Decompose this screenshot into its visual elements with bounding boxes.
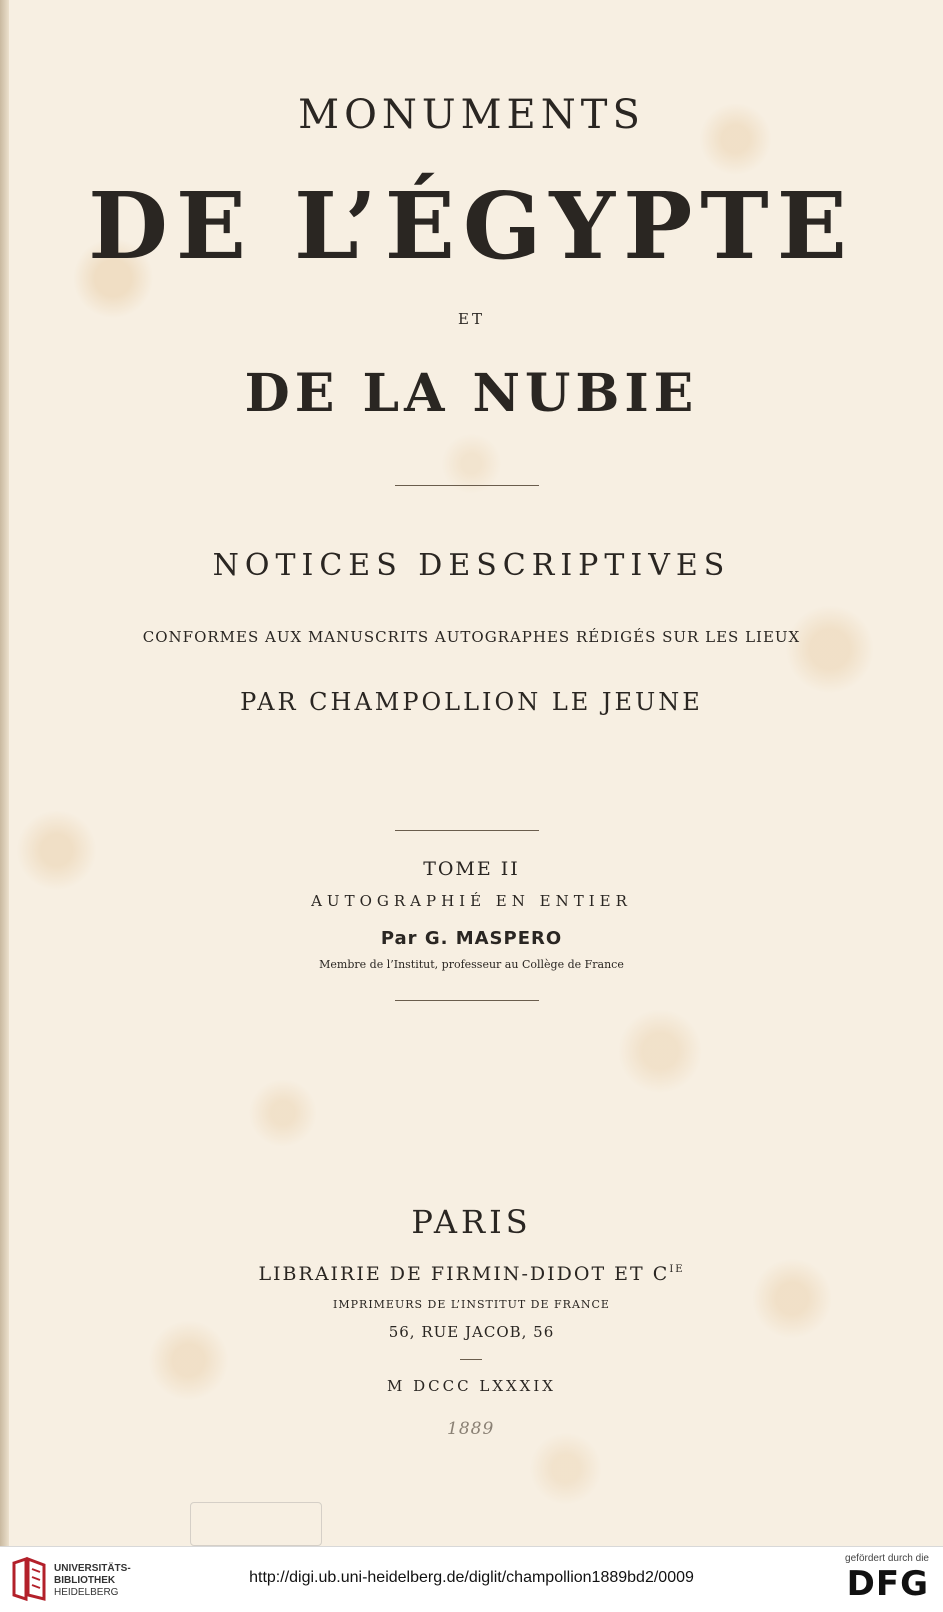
printers-line: IMPRIMEURS DE L’INSTITUT DE FRANCE — [333, 1298, 610, 1311]
publisher-name: LIBRAIRIE DE FIRMIN-DIDOT ET C — [258, 1263, 670, 1285]
short-divider — [460, 1359, 482, 1360]
publication-city: PARIS — [411, 1203, 532, 1241]
divider-rule — [395, 1000, 539, 1001]
title-conjunction: ET — [458, 310, 485, 328]
publication-year: M DCCC LXXXIX — [387, 1377, 556, 1395]
divider-rule — [395, 830, 539, 831]
autographie-line: AUTOGRAPHIÉ EN ENTIER — [311, 892, 632, 910]
publisher-line — [0, 1263, 943, 1285]
permalink-url[interactable]: http://digi.ub.uni-heidelberg.de/diglit/champollion1889bd2/0009 — [249, 1569, 694, 1586]
publisher-superscript: IE — [669, 1264, 685, 1275]
title-line-nubie: DE LA NUBIE — [244, 363, 699, 424]
viewer-footer — [0, 1546, 943, 1612]
title-line-monuments: MONUMENTS — [298, 92, 645, 138]
subtitle-description: CONFORMES AUX MANUSCRITS AUTOGRAPHES RÉDIGÉS SUR LES LIEUX — [142, 628, 801, 646]
volume-label: TOME II — [423, 858, 520, 880]
handwritten-year-note: 1889 — [447, 1419, 495, 1439]
library-name-line-2: BIBLIOTHEK — [54, 1575, 116, 1586]
faded-library-stamp — [190, 1502, 322, 1546]
author-line: PAR CHAMPOLLION LE JEUNE — [240, 688, 703, 716]
library-name-line-3: HEIDELBERG — [54, 1587, 119, 1598]
funding-label: gefördert durch die — [845, 1553, 929, 1564]
subtitle: NOTICES DESCRIPTIVES — [212, 548, 731, 583]
dfg-logo: DFG — [846, 1564, 929, 1604]
address-line: 56, RUE JACOB, 56 — [388, 1323, 555, 1341]
editor-line: Par G. MASPERO — [380, 928, 563, 949]
library-name-line-1: UNIVERSITÄTS- — [54, 1563, 131, 1574]
divider-rule — [395, 485, 539, 486]
editor-role: Membre de l’Institut, professeur au Collège de France — [319, 958, 624, 971]
title-line-egypte: DE L’ÉGYPTE — [88, 172, 855, 280]
